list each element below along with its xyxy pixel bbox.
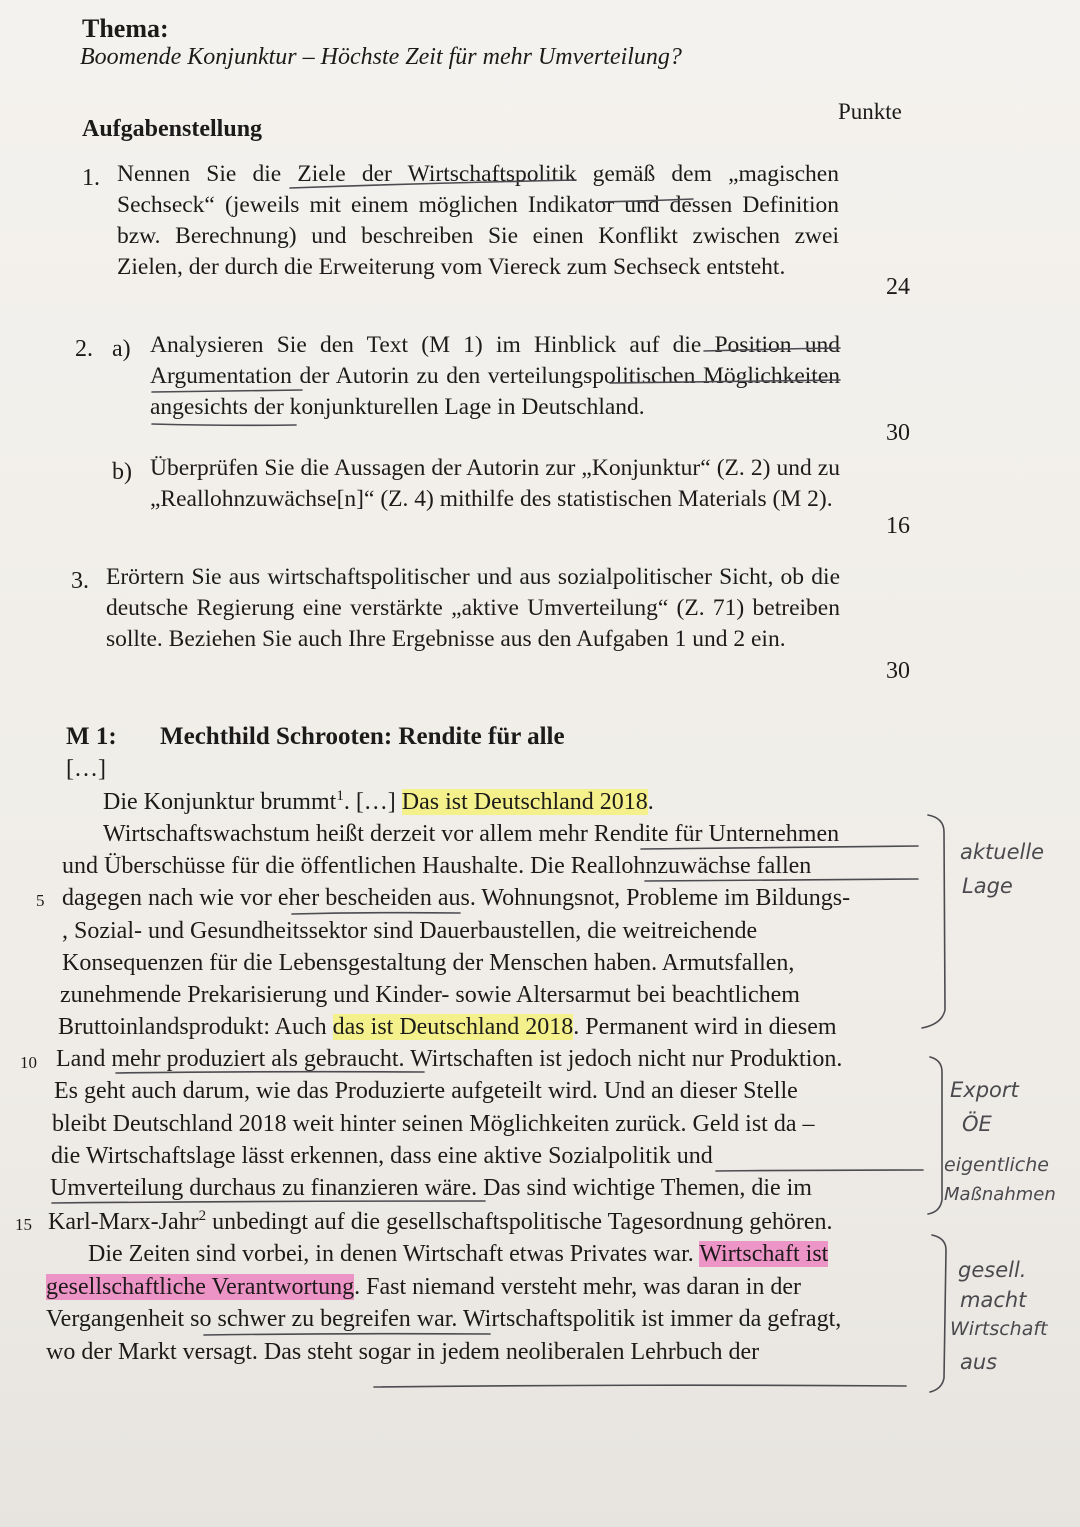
task-3-text: Erörtern Sie aus wirtschaftspolitischer und aus sozialpolitischer Sicht, ob die deutsche Regierung eine verstärkte „aktive Umverteilung“ (Z. 71) betreiben sollte. Beziehen Sie auch Ihre Ergebnisse aus den Aufgaben 1 und 2 ein. (106, 564, 840, 652)
footnote-1: 1 (336, 788, 344, 804)
margin-note-2a: Export (950, 1078, 1019, 1102)
line-number-5: 5 (36, 891, 45, 910)
highlight-verantwortung: gesellschaftliche Verantwortung (46, 1274, 355, 1300)
margin-note-3c: Wirtschaft (950, 1318, 1048, 1340)
punkte-heading: Punkte (838, 99, 902, 124)
text-line-8: Bruttoinlandsprodukt: Auch das ist Deutschland 2018. Permanent wird in diesem (58, 1014, 837, 1040)
highlight-deutschland-2018: Das ist Deutschland 2018 (401, 789, 648, 815)
highlight-deutschland-2018-b: das ist Deutschland 2018 (332, 1014, 574, 1040)
line-number-10: 10 (20, 1053, 37, 1072)
task-3-number: 3. (71, 568, 89, 594)
text-line-3: und Überschüsse für die öffentlichen Haushalte. Die Reallohnzuwächse fallen (62, 853, 812, 879)
task-2b-text: Überprüfen Sie die Aussagen der Autorin zur „Konjunktur“ (Z. 2) und zu „Reallohnzuwächse[n]“ (Z. 4) mithilfe des statistischen Materials (M 2). (150, 455, 840, 512)
text-line-10: Es geht auch darum, wie das Produzierte aufgeteilt wird. Und an dieser Stelle (54, 1078, 798, 1104)
thema-title: Boomende Konjunktur – Höchste Zeit für mehr Umverteilung? (80, 44, 682, 70)
margin-note-2b: ÖE (962, 1112, 992, 1136)
text-line-2: Wirtschaftswachstum heißt derzeit vor allem mehr Rendite für Unternehmen (103, 821, 840, 847)
text-line-1: Die Konjunktur brummt$^1$. […] Das ist Deutschland 2018. (103, 788, 654, 815)
text-line-18: wo der Markt versagt. Das steht sogar in jedem neoliberalen Lehrbuch der (46, 1339, 760, 1365)
text-line-9: Land mehr produziert als gebraucht. Wirtschaften ist jedoch nicht nur Produktion. (56, 1046, 843, 1072)
text-line-16: gesellschaftliche Verantwortung. Fast niemand versteht mehr, was daran in der (46, 1274, 802, 1300)
task-1-points: 24 (886, 274, 910, 300)
margin-note-3d: aus (960, 1350, 998, 1374)
text-line-17: Vergangenheit so schwer zu begreifen war. Wirtschaftspolitik ist immer da gefragt, (46, 1306, 842, 1332)
footnote-2: 2 (198, 1208, 207, 1224)
material-label: M 1: (66, 723, 117, 750)
task-2a-text: Analysieren Sie den Text (M 1) im Hinblick auf die Position und Argumentation der Autorin zu den verteilungspolitischen Möglichkeiten angesichts der konjunkturellen Lage in Deutschland. (150, 332, 840, 420)
task-2a-points: 30 (886, 420, 910, 446)
line-number-15: 15 (15, 1215, 32, 1234)
text-line-5: , Sozial- und Gesundheitssektor sind Dauerbaustellen, die weitreichende (62, 918, 758, 944)
text-line-15: Die Zeiten sind vorbei, in denen Wirtschaft etwas Privates war. Wirtschaft ist (88, 1241, 829, 1267)
text-line-6: Konsequenzen für die Lebensgestaltung der Menschen haben. Armutsfallen, (62, 950, 795, 976)
aufgabenstellung-heading: Aufgabenstellung (82, 116, 263, 142)
margin-note-1b: Lage (962, 874, 1013, 898)
material-title: Mechthild Schrooten: Rendite für alle (160, 723, 565, 750)
margin-note-3a: gesell. (958, 1258, 1027, 1282)
text-line-14: Karl-Marx-Jahr$^2$ unbedingt auf die gesellschaftspolitische Tagesordnung gehören. (48, 1208, 833, 1235)
highlight-wirtschaft-ist: Wirtschaft ist (699, 1241, 829, 1267)
margin-note-2d: Maßnahmen (944, 1184, 1056, 1205)
task-1-number: 1. (82, 165, 100, 191)
task-2-number: 2. (75, 336, 93, 362)
text-line-12: die Wirtschaftslage lässt erkennen, dass eine aktive Sozialpolitik und (51, 1143, 713, 1169)
text-line-7: zunehmende Prekarisierung und Kinder- sowie Altersarmut bei beachtlichem (60, 982, 800, 1008)
margin-note-2c: eigentliche (944, 1154, 1049, 1176)
task-3-points: 30 (886, 658, 910, 684)
margin-note-1a: aktuelle (960, 840, 1045, 864)
margin-note-3b: macht (960, 1288, 1027, 1312)
task-2a-label: a) (112, 336, 131, 362)
thema-label: Thema: (82, 14, 169, 43)
task-1-text: Nennen Sie die Ziele der Wirtschaftspolitik gemäß dem „magischen Sechseck“ (jeweils mit einem möglichen Indikator und dessen Definition bzw. Berechnung) und beschreiben Sie einen Konflikt zwischen zwei Zielen, der durch die Erweiterung vom Viereck zum Sechseck entsteht. (117, 161, 839, 280)
task-2b-points: 16 (886, 513, 910, 539)
material-ellipsis: […] (66, 756, 106, 782)
text-line-11: bleibt Deutschland 2018 weit hinter seinen Möglichkeiten zurück. Geld ist da – (52, 1111, 815, 1137)
text-line-4: dagegen nach wie vor eher bescheiden aus. Wohnungsnot, Probleme im Bildungs- (62, 885, 851, 911)
task-2b-label: b) (112, 459, 132, 485)
text-line-13: Umverteilung durchaus zu finanzieren wäre. Das sind wichtige Themen, die im (50, 1175, 812, 1201)
